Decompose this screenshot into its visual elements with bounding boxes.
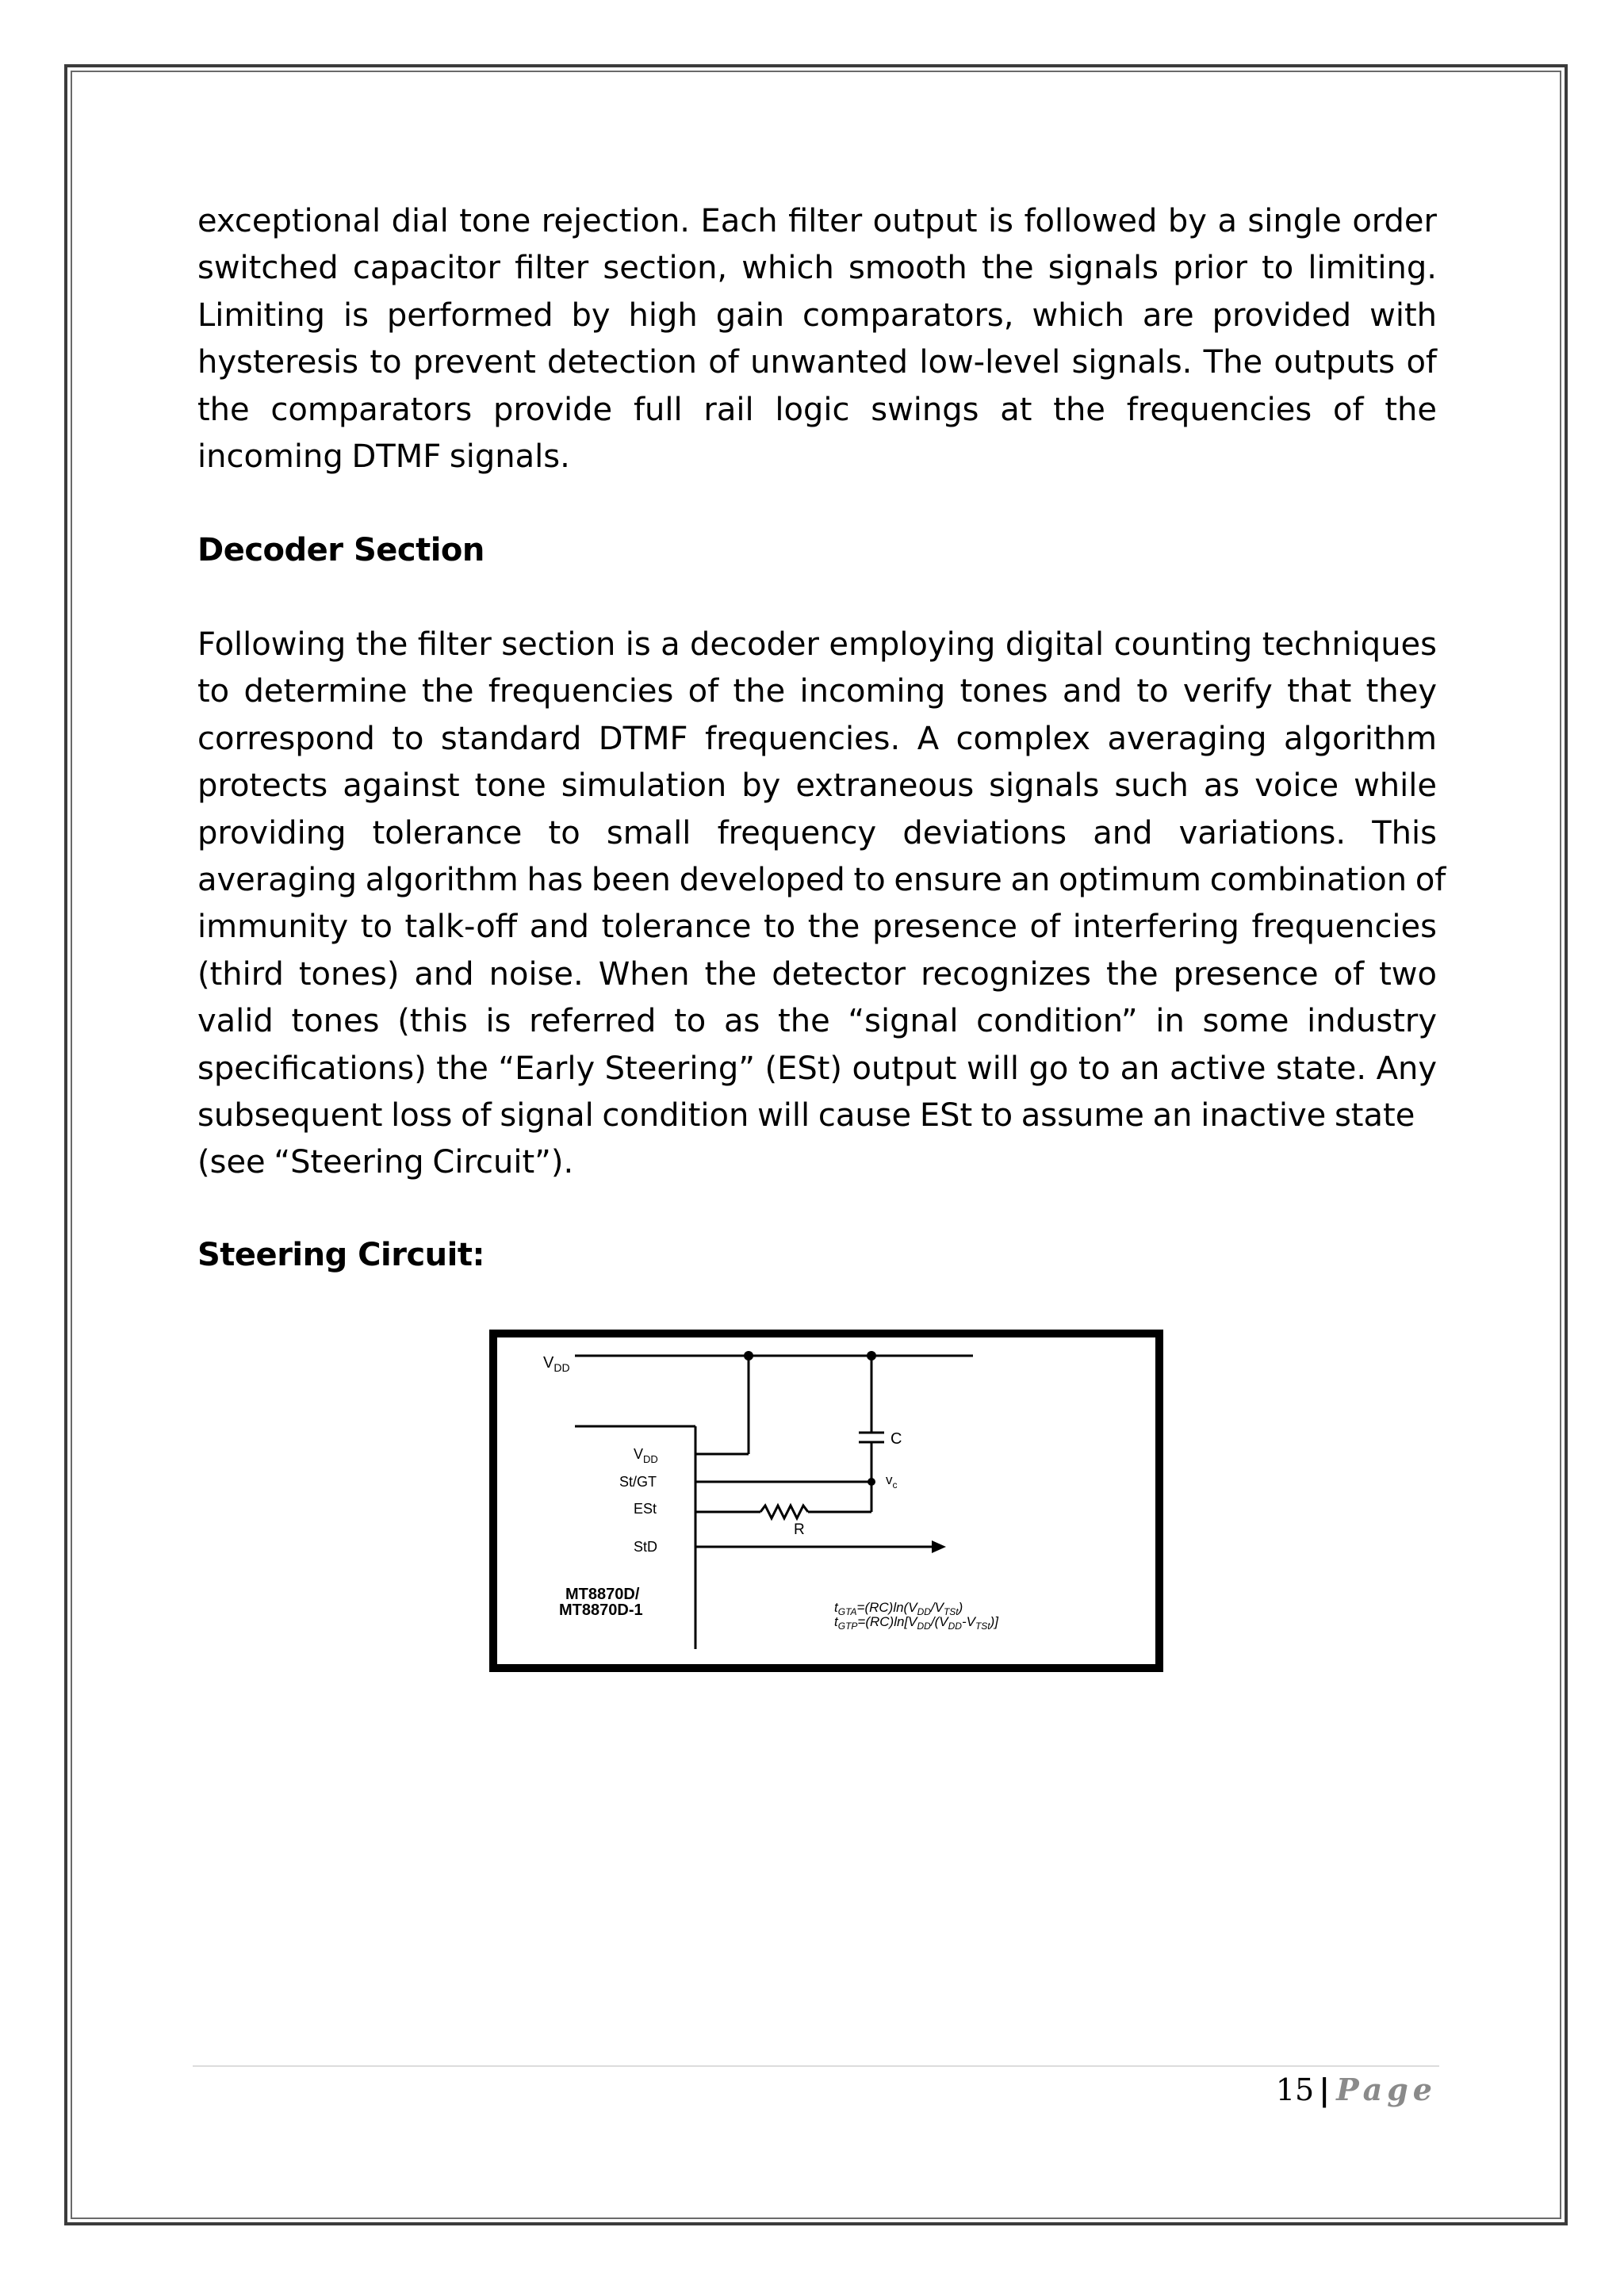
text-line: Following the filter section is a decoder employing digital counting techniques <box>197 626 1437 663</box>
text-line: correspond to standard DTMF frequencies. A complex averaging algorithm <box>197 720 1437 757</box>
text-line: to determine the frequencies of the incoming tones and to verify that they <box>197 673 1437 710</box>
text-line: specifications) the “Early Steering” (ESt) output will go to an active state. Any <box>197 1050 1437 1087</box>
chip-name-line-1: MT8870D/ <box>565 1586 640 1603</box>
text-line: providing tolerance to small frequency deviations and variations. This <box>197 814 1437 851</box>
pin-est-label: ESt <box>634 1501 657 1517</box>
text-line: valid tones (this is referred to as the “signal condition” in some industry <box>197 1003 1437 1040</box>
text-line: averaging algorithm has been developed to ensure an optimum combination of <box>197 862 1446 899</box>
paragraph-filter-output <box>197 198 1437 480</box>
text-line: protects against tone simulation by extraneous signals such as voice while <box>197 767 1437 805</box>
text-line: incoming DTMF signals. <box>197 438 570 476</box>
resistor-label: R <box>794 1521 805 1538</box>
steering-circuit-figure <box>489 1330 1163 1672</box>
text-line: (see “Steering Circuit”). <box>197 1144 574 1181</box>
std-arrowhead <box>932 1540 946 1553</box>
capacitor-label: C <box>891 1430 902 1448</box>
pin-stgt-label: St/GT <box>619 1474 657 1490</box>
footer-rule <box>193 2065 1439 2067</box>
text-line: hysteresis to prevent detection of unwanted low-level signals. The outputs of <box>197 344 1437 381</box>
paragraph-decoder <box>197 622 1446 1187</box>
text-line: (third tones) and noise. When the detector recognizes the presence of two <box>197 955 1437 993</box>
pin-vdd-label: $V_{DD}$ <box>634 1446 658 1465</box>
heading-decoder-section: Decoder Section <box>197 532 485 568</box>
chip-name-line-2: MT8870D-1 <box>559 1601 643 1619</box>
page-number: 15 <box>1275 2072 1315 2107</box>
page-word: Page <box>1336 2072 1437 2107</box>
equation-tgta: $t_{GTA}=(RC)\ln(V_{DD}/V_{TSt})$ <box>834 1600 963 1617</box>
text-line: the comparators provide full rail logic swings at the frequencies of the <box>197 391 1437 428</box>
page-separator: | <box>1319 2072 1331 2107</box>
pin-std-label: StD <box>634 1539 658 1555</box>
text-line: switched capacitor filter section, which smooth the signals prior to limiting. <box>197 250 1437 287</box>
resistor-symbol <box>760 1506 808 1518</box>
vc-label: $v_c$ <box>886 1472 898 1490</box>
steering-circuit-schematic <box>497 1337 1155 1664</box>
text-line: exceptional dial tone rejection. Each filter output is followed by a single order <box>197 203 1437 239</box>
page-footer <box>1276 2071 1437 2109</box>
text-line: immunity to talk-off and tolerance to the presence of interfering frequencies <box>197 909 1437 946</box>
text-line: Limiting is performed by high gain comparators, which are provided with <box>197 297 1437 334</box>
text-line: subsequent loss of signal condition will cause ESt to assume an inactive state <box>197 1097 1415 1135</box>
equation-tgtp: $t_{GTP}=(RC)\ln[V_{DD}/(V_{DD}-V_{TSt})]$ <box>834 1614 998 1632</box>
heading-steering-circuit: Steering Circuit: <box>197 1237 485 1273</box>
vdd-rail-label: $V_{DD}$ <box>543 1354 570 1374</box>
